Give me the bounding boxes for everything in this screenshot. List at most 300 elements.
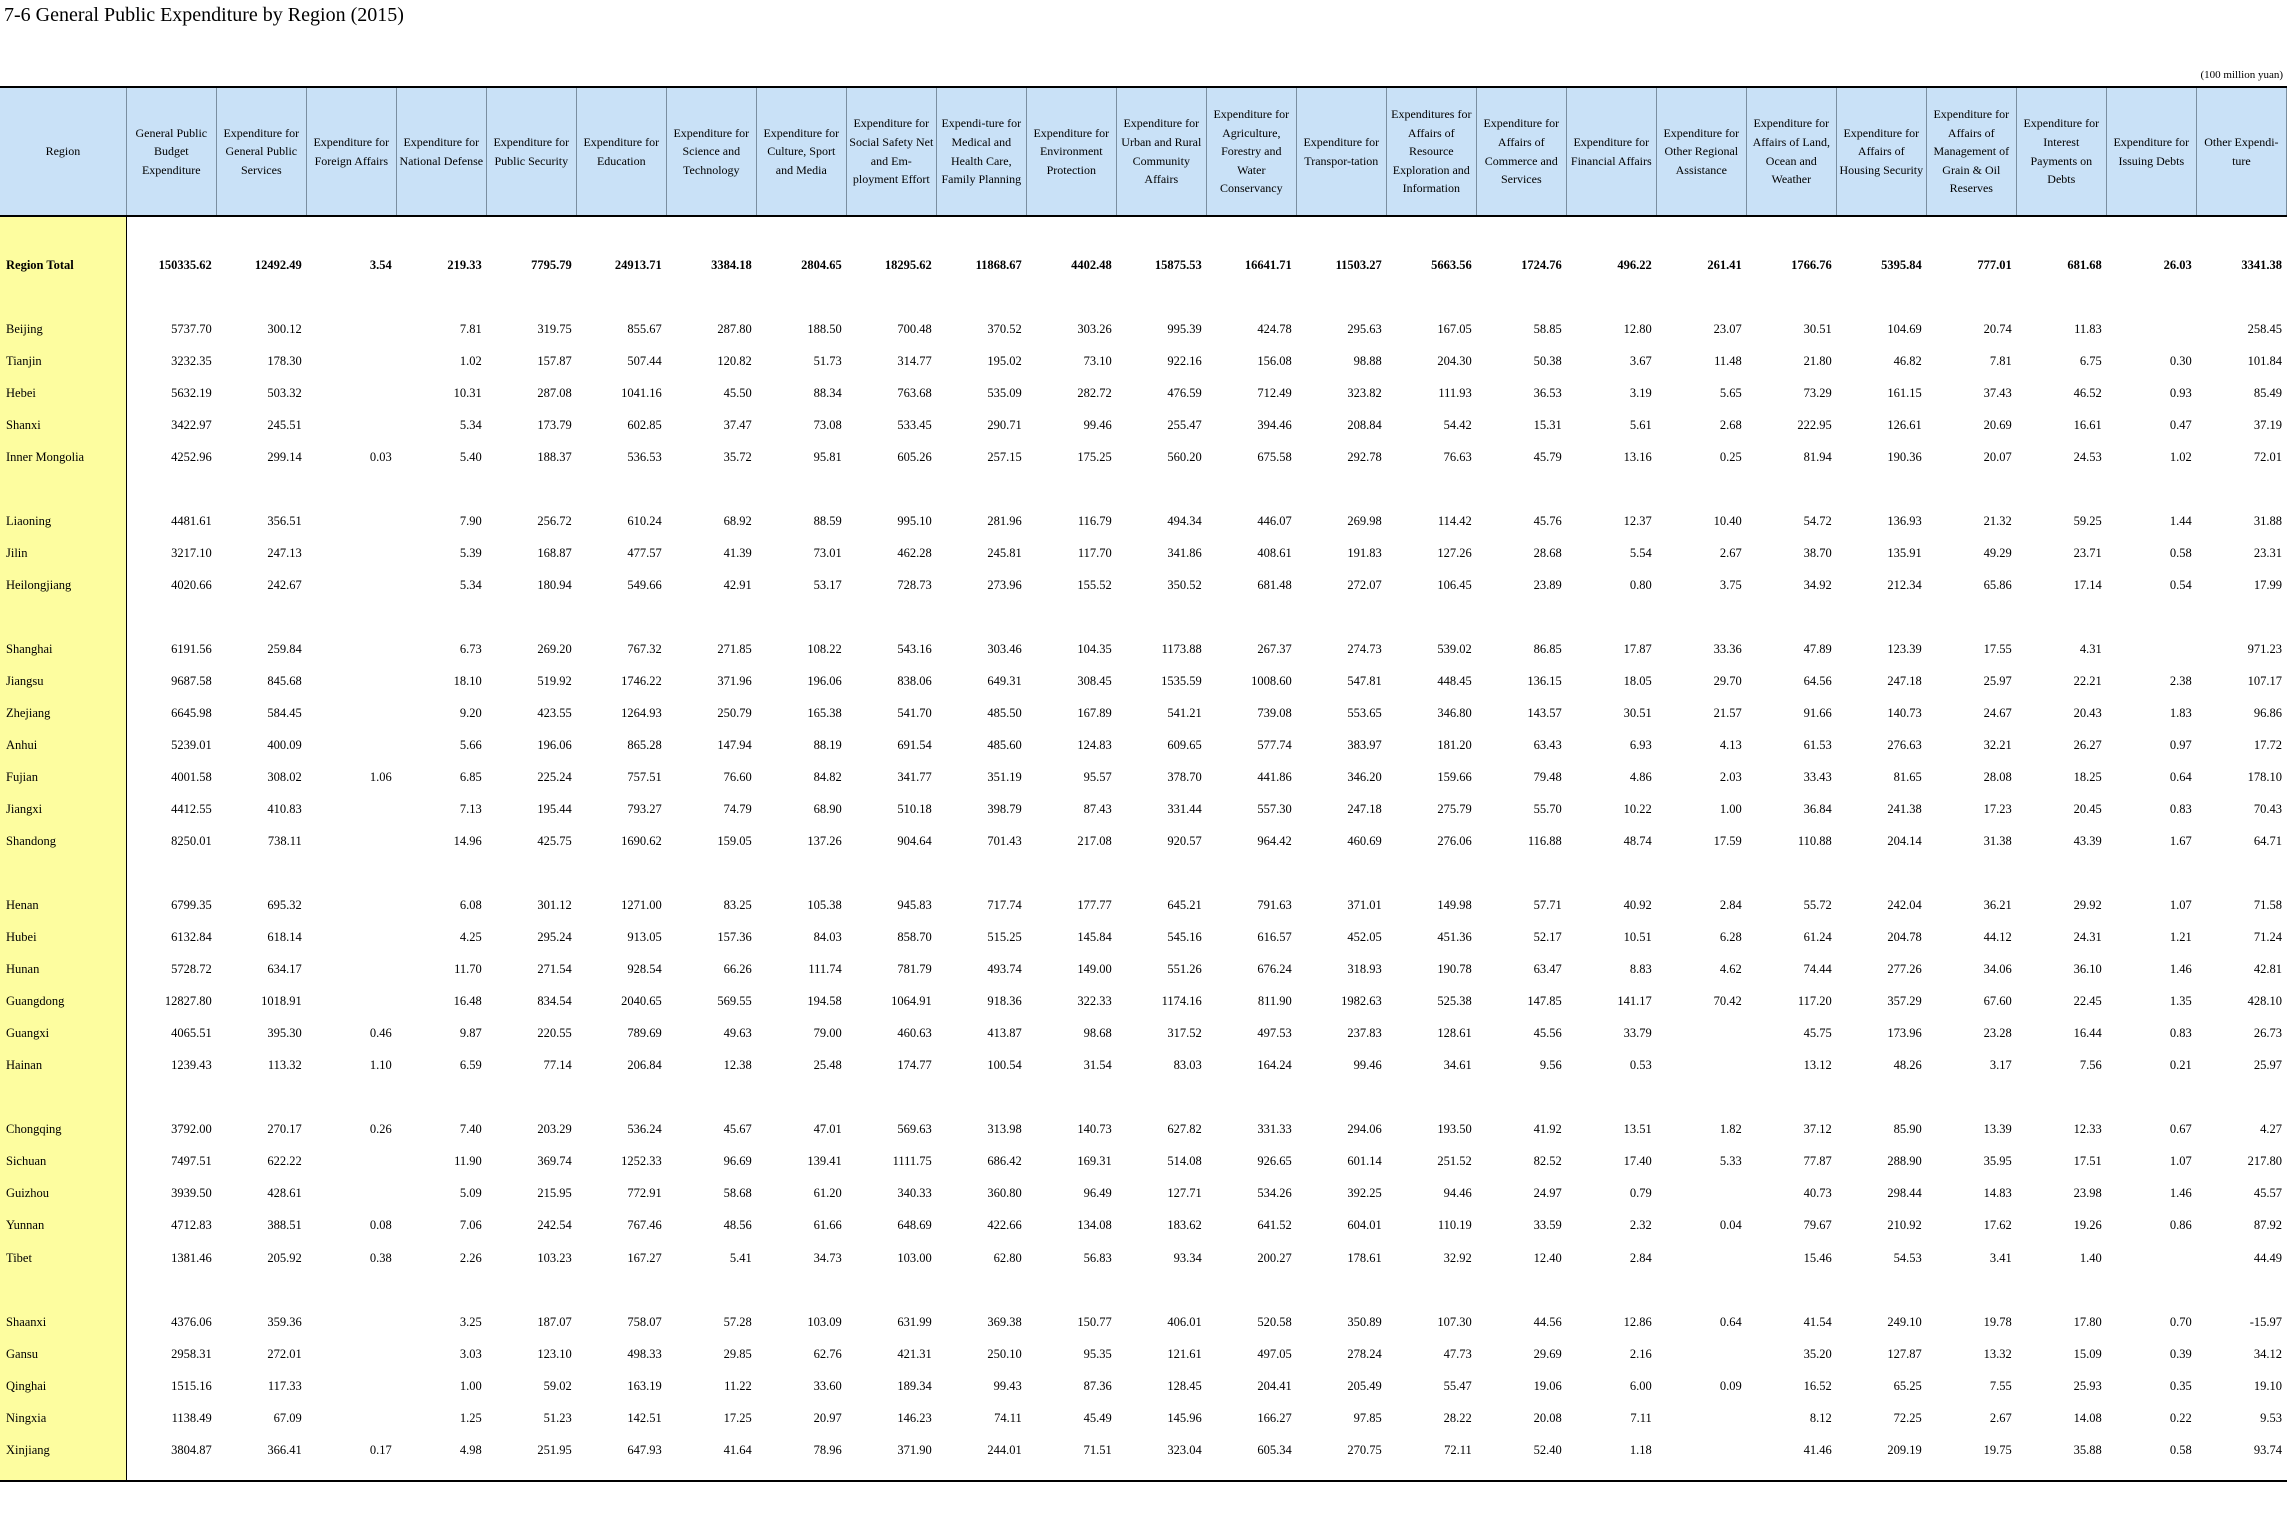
value-cell: 145.96 — [1167, 1410, 1202, 1425]
spacer-cell — [846, 473, 936, 505]
value-cell: 4.86 — [1629, 770, 1652, 785]
value-cell: 7.13 — [459, 802, 482, 817]
value-cell: 18.10 — [453, 673, 482, 688]
value-cell: 7.81 — [459, 321, 482, 336]
value-cell: 15.31 — [1533, 417, 1562, 432]
value-cell: 178.10 — [2247, 770, 2282, 785]
spacer-cell — [1656, 1082, 1746, 1114]
value-cell: 569.55 — [717, 994, 752, 1009]
spacer-cell — [1206, 1274, 1296, 1306]
column-header: Expenditure for Affairs of Housing Security — [1836, 87, 1926, 216]
value-cell: 945.83 — [897, 898, 932, 913]
value-cell: 2.67 — [1719, 545, 1742, 560]
value-cell: 14.08 — [2073, 1410, 2102, 1425]
value-cell: 178.61 — [1347, 1250, 1382, 1265]
table-row — [0, 826, 2287, 858]
value-cell: 5.41 — [729, 1250, 752, 1265]
value-cell: 45.56 — [1533, 1026, 1562, 1041]
spacer-row — [0, 858, 2287, 890]
value-cell: 247.18 — [1347, 802, 1382, 817]
spacer-cell — [1926, 1466, 2016, 1481]
value-cell: 5.34 — [459, 417, 482, 432]
value-cell: 28.08 — [1983, 770, 2012, 785]
spacer-cell — [846, 1082, 936, 1114]
spacer-cell — [666, 1466, 756, 1481]
value-cell: 525.38 — [1437, 994, 1472, 1009]
value-cell: 149.00 — [1077, 962, 1112, 977]
value-cell: 94.46 — [1443, 1186, 1472, 1201]
value-cell: 920.57 — [1167, 834, 1202, 849]
spacer-cell — [1656, 473, 1746, 505]
spacer-cell — [1656, 1274, 1746, 1306]
spacer-cell — [576, 1274, 666, 1306]
value-cell: 16641.71 — [1244, 257, 1292, 272]
spacer-cell — [936, 281, 1026, 313]
value-cell: 50.38 — [1533, 353, 1562, 368]
value-cell: 1.02 — [2169, 449, 2192, 464]
value-cell: 514.08 — [1167, 1154, 1202, 1169]
column-header: Expenditure for Issuing Debts — [2106, 87, 2196, 216]
value-cell: 16.61 — [2073, 417, 2102, 432]
value-cell: 8.83 — [1629, 962, 1652, 977]
value-cell: 203.29 — [537, 1122, 572, 1137]
table-row — [0, 665, 2287, 697]
value-cell: 295.24 — [537, 930, 572, 945]
value-cell: 0.54 — [2169, 577, 2192, 592]
value-cell: 190.36 — [1887, 449, 1922, 464]
value-cell: 995.10 — [897, 513, 932, 528]
spacer-cell — [1746, 216, 1836, 249]
spacer-cell — [1026, 1466, 1116, 1481]
value-cell: 356.51 — [267, 513, 302, 528]
value-cell: 62.76 — [813, 1346, 842, 1361]
value-cell: 0.22 — [2169, 1410, 2192, 1425]
spacer-cell — [126, 858, 216, 890]
value-cell: 37.47 — [723, 417, 752, 432]
value-cell: 270.75 — [1347, 1442, 1382, 1457]
value-cell: 126.61 — [1887, 417, 1922, 432]
value-cell: 114.42 — [1437, 513, 1472, 528]
spacer-cell — [396, 216, 486, 249]
value-cell — [1656, 1242, 1746, 1274]
value-cell: 24.97 — [1533, 1186, 1562, 1201]
value-cell: 17.23 — [1983, 802, 2012, 817]
value-cell — [2106, 633, 2196, 665]
spacer-cell — [126, 1082, 216, 1114]
value-cell: 33.36 — [1713, 641, 1742, 656]
value-cell: 451.36 — [1437, 930, 1472, 945]
value-cell: 7.40 — [459, 1122, 482, 1137]
spacer-cell — [2106, 473, 2196, 505]
value-cell: 204.30 — [1437, 353, 1472, 368]
value-cell: 68.90 — [813, 802, 842, 817]
value-cell: 99.46 — [1353, 1058, 1382, 1073]
spacer-row — [0, 1466, 2287, 1481]
value-cell: 17.72 — [2253, 738, 2282, 753]
spacer-cell — [0, 216, 126, 249]
column-header-region: Region — [0, 87, 126, 216]
value-cell: 359.36 — [267, 1314, 302, 1329]
spacer-cell — [936, 1082, 1026, 1114]
value-cell: 20.97 — [813, 1410, 842, 1425]
value-cell: 58.68 — [723, 1186, 752, 1201]
value-cell: 413.87 — [987, 1026, 1022, 1041]
value-cell: 10.31 — [453, 385, 482, 400]
value-cell: 6.28 — [1719, 930, 1742, 945]
value-cell: 497.05 — [1257, 1346, 1292, 1361]
value-cell: 73.08 — [813, 417, 842, 432]
value-cell: 24.67 — [1983, 705, 2012, 720]
value-cell: 392.25 — [1347, 1186, 1382, 1201]
value-cell: 13.39 — [1983, 1122, 2012, 1137]
value-cell: 446.07 — [1257, 513, 1292, 528]
value-cell: 24913.71 — [614, 257, 662, 272]
value-cell: 258.45 — [2247, 321, 2282, 336]
value-cell: 41.46 — [1803, 1442, 1832, 1457]
value-cell: 87.92 — [2253, 1218, 2282, 1233]
value-cell: 275.79 — [1437, 802, 1472, 817]
value-cell: 204.14 — [1887, 834, 1922, 849]
value-cell: 5737.70 — [171, 321, 212, 336]
spacer-cell — [1116, 601, 1206, 633]
value-cell: 195.02 — [987, 353, 1022, 368]
value-cell: 91.66 — [1803, 705, 1832, 720]
value-cell: 34.92 — [1803, 577, 1832, 592]
value-cell: 55.47 — [1443, 1378, 1472, 1393]
value-cell: 557.30 — [1257, 802, 1292, 817]
value-cell: 23.89 — [1533, 577, 1562, 592]
table-row — [0, 1242, 2287, 1274]
value-cell: 20.07 — [1983, 449, 2012, 464]
value-cell — [2106, 1242, 2196, 1274]
value-cell: 84.03 — [813, 930, 842, 945]
value-cell: 1.44 — [2169, 513, 2192, 528]
value-cell: 424.78 — [1257, 321, 1292, 336]
value-cell: 20.74 — [1983, 321, 2012, 336]
value-cell: 95.81 — [813, 449, 842, 464]
value-cell: 63.43 — [1533, 738, 1562, 753]
value-cell: 107.30 — [1437, 1314, 1472, 1329]
value-cell: 398.79 — [987, 802, 1022, 817]
value-cell: 533.45 — [897, 417, 932, 432]
spacer-cell — [576, 473, 666, 505]
value-cell: 88.59 — [813, 513, 842, 528]
value-cell: 351.19 — [987, 770, 1022, 785]
value-cell: 1690.62 — [621, 834, 662, 849]
region-name: Hainan — [0, 1050, 126, 1082]
spacer-cell — [1026, 281, 1116, 313]
value-cell: 287.08 — [537, 385, 572, 400]
value-cell: 244.01 — [987, 1442, 1022, 1457]
spacer-cell — [216, 473, 306, 505]
value-cell: 3.25 — [459, 1314, 482, 1329]
value-cell: 165.38 — [807, 705, 842, 720]
value-cell: 553.65 — [1347, 705, 1382, 720]
value-cell: 35.20 — [1803, 1346, 1832, 1361]
spacer-cell — [576, 281, 666, 313]
value-cell: 123.39 — [1887, 641, 1922, 656]
value-cell: 189.34 — [897, 1378, 932, 1393]
value-cell: 926.65 — [1257, 1154, 1292, 1169]
value-cell: 21.32 — [1983, 513, 2012, 528]
value-cell: 1515.16 — [171, 1378, 212, 1393]
value-cell: 242.54 — [537, 1218, 572, 1233]
spacer-cell — [1116, 216, 1206, 249]
value-cell: 12.40 — [1533, 1250, 1562, 1265]
value-cell: 95.35 — [1083, 1346, 1112, 1361]
value-cell: 51.23 — [543, 1410, 572, 1425]
value-cell: 627.82 — [1167, 1122, 1202, 1137]
value-cell — [306, 665, 396, 697]
value-cell: 371.01 — [1347, 898, 1382, 913]
value-cell: 28.68 — [1533, 545, 1562, 560]
value-cell: 6.85 — [459, 770, 482, 785]
value-cell: 7.81 — [1989, 353, 2012, 368]
value-cell: 45.67 — [723, 1122, 752, 1137]
region-name: Hunan — [0, 954, 126, 986]
value-cell: 204.41 — [1257, 1378, 1292, 1393]
value-cell: 300.12 — [267, 321, 302, 336]
spacer-cell — [1386, 601, 1476, 633]
value-cell: 45.79 — [1533, 449, 1562, 464]
value-cell: 1.18 — [1629, 1442, 1652, 1457]
value-cell: 261.41 — [1707, 257, 1742, 272]
value-cell: 25.97 — [2253, 1058, 2282, 1073]
spacer-cell — [0, 473, 126, 505]
spacer-cell — [1386, 216, 1476, 249]
value-cell: 83.25 — [723, 898, 752, 913]
value-cell — [306, 633, 396, 665]
value-cell: 276.06 — [1437, 834, 1472, 849]
value-cell: 408.61 — [1257, 545, 1292, 560]
value-cell: 395.30 — [267, 1026, 302, 1041]
value-cell: 157.87 — [537, 353, 572, 368]
value-cell: 510.18 — [897, 802, 932, 817]
value-cell: 178.30 — [267, 353, 302, 368]
value-cell: 251.52 — [1437, 1154, 1472, 1169]
spacer-cell — [1836, 281, 1926, 313]
value-cell: 5.61 — [1629, 417, 1652, 432]
spacer-cell — [936, 601, 1026, 633]
spacer-cell — [576, 216, 666, 249]
spacer-cell — [756, 1274, 846, 1306]
table-row — [0, 1338, 2287, 1370]
column-header: Expenditure for Transpor-tation — [1296, 87, 1386, 216]
table-row — [0, 441, 2287, 473]
value-cell: 10.51 — [1623, 930, 1652, 945]
value-cell: 167.27 — [627, 1250, 662, 1265]
spacer-cell — [1026, 1274, 1116, 1306]
value-cell: -15.97 — [2249, 1314, 2282, 1329]
spacer-cell — [1656, 858, 1746, 890]
unit-label: (100 million yuan) — [2200, 69, 2283, 81]
value-cell: 7.55 — [1989, 1378, 2012, 1393]
value-cell: 29.92 — [2073, 898, 2102, 913]
value-cell: 54.53 — [1893, 1250, 1922, 1265]
value-cell: 494.34 — [1167, 513, 1202, 528]
column-header: Expendi-ture for Medical and Health Care, Family Planning — [936, 87, 1026, 216]
spacer-cell — [1296, 1274, 1386, 1306]
value-cell: 26.27 — [2073, 738, 2102, 753]
value-cell: 188.50 — [807, 321, 842, 336]
value-cell: 610.24 — [627, 513, 662, 528]
value-cell: 1239.43 — [171, 1058, 212, 1073]
region-name: Hubei — [0, 922, 126, 954]
value-cell: 146.23 — [897, 1410, 932, 1425]
value-cell: 20.45 — [2073, 802, 2102, 817]
value-cell: 0.08 — [369, 1218, 392, 1233]
value-cell: 507.44 — [627, 353, 662, 368]
spacer-cell — [1296, 473, 1386, 505]
value-cell: 539.02 — [1437, 641, 1472, 656]
table-row — [0, 1178, 2287, 1210]
value-cell: 5.09 — [459, 1186, 482, 1201]
spacer-cell — [1926, 858, 2016, 890]
value-cell: 269.98 — [1347, 513, 1382, 528]
value-cell — [306, 1306, 396, 1338]
value-cell — [306, 922, 396, 954]
spacer-cell — [486, 1466, 576, 1481]
value-cell: 93.34 — [1173, 1250, 1202, 1265]
region-name: Ningxia — [0, 1402, 126, 1434]
spacer-cell — [306, 1082, 396, 1114]
value-cell: 273.96 — [987, 577, 1022, 592]
value-cell — [306, 377, 396, 409]
value-cell: 166.27 — [1257, 1410, 1292, 1425]
value-cell: 757.51 — [627, 770, 662, 785]
value-cell: 8250.01 — [171, 834, 212, 849]
spacer-cell — [1836, 1274, 1926, 1306]
value-cell: 686.42 — [987, 1154, 1022, 1169]
value-cell: 681.68 — [2067, 257, 2102, 272]
spacer-cell — [396, 601, 486, 633]
spacer-cell — [1386, 1082, 1476, 1114]
value-cell: 88.19 — [813, 738, 842, 753]
spacer-cell — [1026, 473, 1116, 505]
value-cell: 205.92 — [267, 1250, 302, 1265]
value-cell: 134.08 — [1077, 1218, 1112, 1233]
region-name: Yunnan — [0, 1210, 126, 1242]
table-row — [0, 922, 2287, 954]
value-cell: 103.09 — [807, 1314, 842, 1329]
spacer-cell — [126, 281, 216, 313]
value-cell: 43.39 — [2073, 834, 2102, 849]
value-cell: 601.14 — [1347, 1154, 1382, 1169]
value-cell: 1.00 — [459, 1378, 482, 1393]
value-cell: 41.64 — [723, 1442, 752, 1457]
spacer-cell — [0, 858, 126, 890]
value-cell: 6.93 — [1629, 738, 1652, 753]
value-cell: 2040.65 — [621, 994, 662, 1009]
value-cell: 67.60 — [1983, 994, 2012, 1009]
value-cell: 3.75 — [1719, 577, 1742, 592]
value-cell: 25.48 — [813, 1058, 842, 1073]
spacer-cell — [1746, 281, 1836, 313]
value-cell: 675.58 — [1257, 449, 1292, 464]
value-cell: 0.21 — [2169, 1058, 2192, 1073]
value-cell: 87.43 — [1083, 802, 1112, 817]
value-cell: 120.82 — [717, 353, 752, 368]
column-header: Expenditure for Foreign Affairs — [306, 87, 396, 216]
value-cell: 1018.91 — [261, 994, 302, 1009]
value-cell: 55.72 — [1803, 898, 1832, 913]
value-cell: 5.54 — [1629, 545, 1652, 560]
value-cell: 341.86 — [1167, 545, 1202, 560]
value-cell: 57.28 — [723, 1314, 752, 1329]
column-header: Expenditure for National Defense — [396, 87, 486, 216]
value-cell: 25.97 — [1983, 673, 2012, 688]
value-cell: 7.90 — [459, 513, 482, 528]
value-cell: 74.44 — [1803, 962, 1832, 977]
spacer-cell — [1926, 601, 2016, 633]
spacer-cell — [126, 473, 216, 505]
value-cell: 106.45 — [1437, 577, 1472, 592]
value-cell: 97.85 — [1353, 1410, 1382, 1425]
value-cell: 34.06 — [1983, 962, 2012, 977]
value-cell: 712.49 — [1257, 385, 1292, 400]
value-cell: 323.04 — [1167, 1442, 1202, 1457]
spacer-cell — [2106, 1082, 2196, 1114]
value-cell: 53.17 — [813, 577, 842, 592]
value-cell: 2.32 — [1629, 1218, 1652, 1233]
spacer-cell — [1926, 1082, 2016, 1114]
value-cell: 701.43 — [987, 834, 1022, 849]
value-cell: 173.96 — [1887, 1026, 1922, 1041]
value-cell: 1.07 — [2169, 898, 2192, 913]
value-cell: 5728.72 — [171, 962, 212, 977]
value-cell: 61.20 — [813, 1186, 842, 1201]
value-cell: 57.71 — [1533, 898, 1562, 913]
value-cell: 7.56 — [2079, 1058, 2102, 1073]
value-cell: 116.88 — [1527, 834, 1562, 849]
value-cell: 4.98 — [459, 1442, 482, 1457]
value-cell: 641.52 — [1257, 1218, 1292, 1233]
spacer-cell — [666, 1082, 756, 1114]
table-row — [0, 537, 2287, 569]
table-row — [0, 313, 2287, 345]
value-cell: 194.58 — [807, 994, 842, 1009]
value-cell: 155.52 — [1077, 577, 1112, 592]
column-header: Expenditure for Science and Technology — [666, 87, 756, 216]
value-cell: 3.19 — [1629, 385, 1652, 400]
spacer-cell — [486, 601, 576, 633]
value-cell: 63.47 — [1533, 962, 1562, 977]
value-cell: 101.84 — [2247, 353, 2282, 368]
value-cell: 616.57 — [1257, 930, 1292, 945]
value-cell: 0.83 — [2169, 1026, 2192, 1041]
spacer-cell — [1116, 1274, 1206, 1306]
value-cell: 738.11 — [267, 834, 302, 849]
region-name: Jilin — [0, 537, 126, 569]
value-cell: 541.70 — [897, 705, 932, 720]
value-cell: 200.27 — [1257, 1250, 1292, 1265]
column-header: Expenditure for Other Regional Assistance — [1656, 87, 1746, 216]
value-cell: 64.71 — [2253, 834, 2282, 849]
value-cell: 13.32 — [1983, 1346, 2012, 1361]
value-cell: 3232.35 — [171, 353, 212, 368]
value-cell: 77.87 — [1803, 1154, 1832, 1169]
value-cell: 428.10 — [2247, 994, 2282, 1009]
value-cell — [1656, 1402, 1746, 1434]
spacer-cell — [1476, 216, 1566, 249]
value-cell: 535.09 — [987, 385, 1022, 400]
value-cell: 3804.87 — [171, 1442, 212, 1457]
spacer-cell — [1926, 216, 2016, 249]
value-cell: 110.19 — [1437, 1218, 1472, 1233]
value-cell: 1.67 — [2169, 834, 2192, 849]
value-cell: 913.05 — [627, 930, 662, 945]
spacer-cell — [2016, 601, 2106, 633]
